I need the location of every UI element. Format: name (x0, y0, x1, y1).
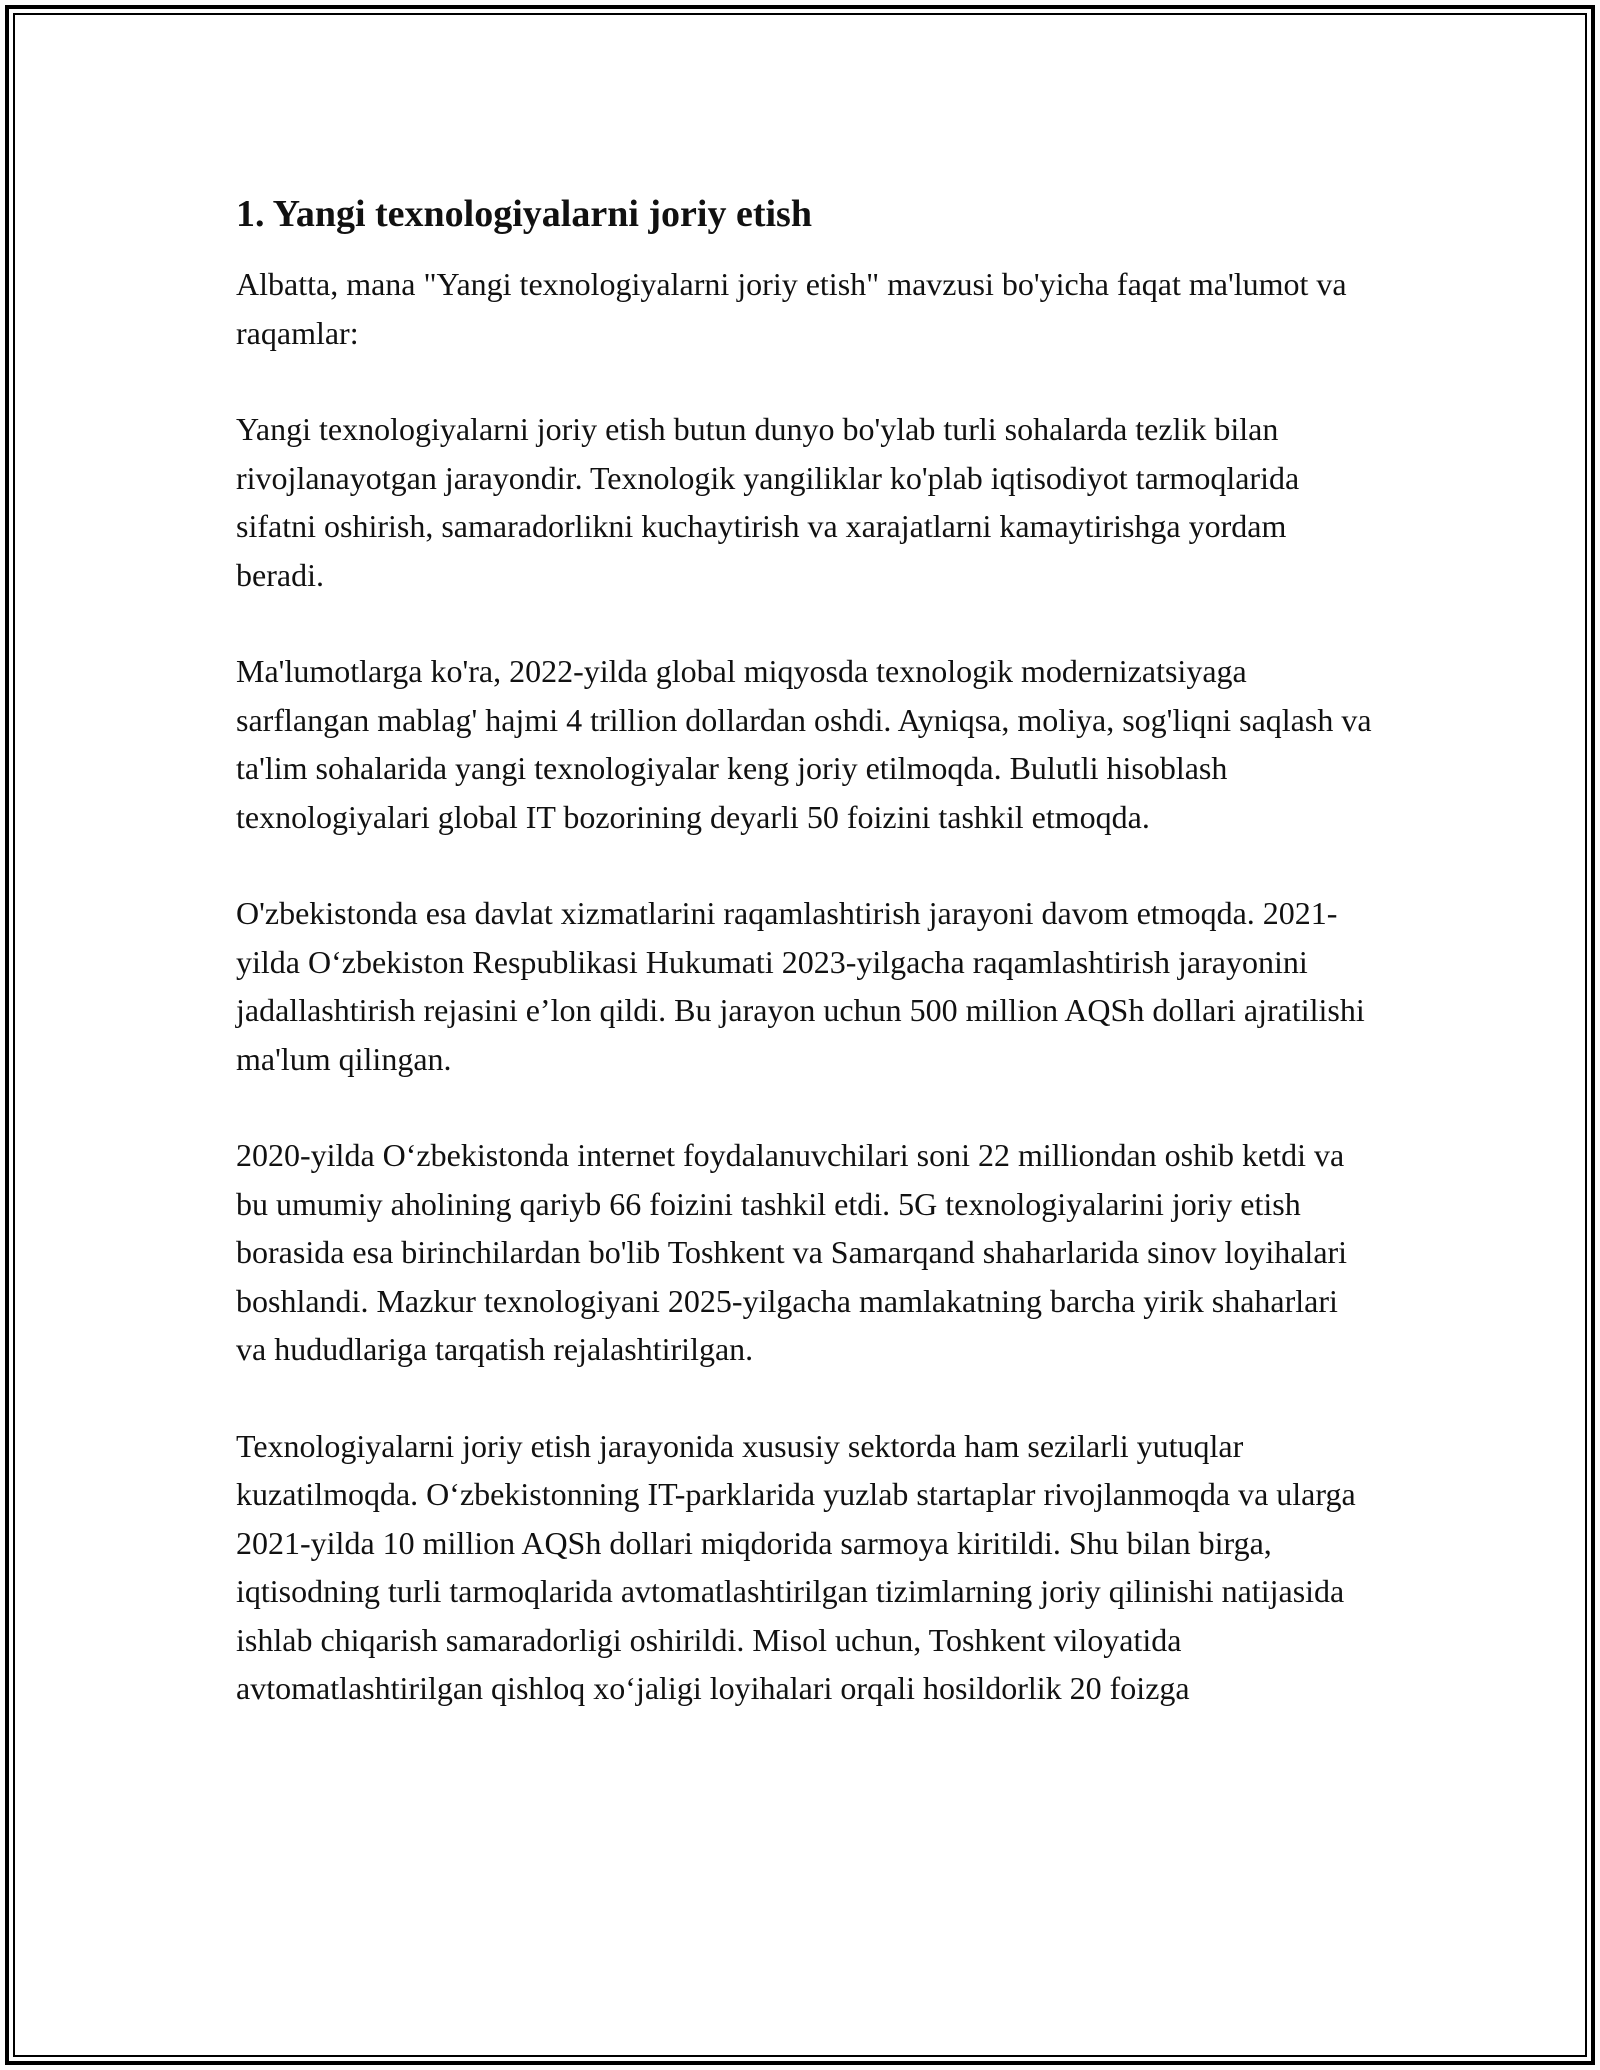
paragraph-internet-5g: 2020-yilda O‘zbekistonda internet foydalanuvchilari soni 22 milliondan oshib ketdi va bu umumiy aholining qariyb 66 foizini tashkil etdi. 5G texnologiyalarini joriy etish borasida esa birinchilardan bo'lib Toshkent va Samarqand shaharlarida sinov loyihalari boshlandi. Mazkur texnologiyani 2025-yilgacha mamlakatning barcha yirik shaharlari va hududlariga tarqatish rejalashtirilgan. (236, 1137, 1348, 1367)
paragraph-digitalization: O'zbekistonda esa davlat xizmatlarini raqamlashtirish jarayoni davom etmoqda. 2021-yilda O‘zbekiston Respublikasi Hukumati 2023-yilgacha raqamlashtirish jarayonini jadallashtirish rejasini e’lon qildi. Bu jarayon uchun 500 million AQSh dollari ajratilishi ma'lum qilingan. (236, 895, 1365, 1077)
document-body (236, 186, 1376, 1761)
paragraph-private-sector: Texnologiyalarni joriy etish jarayonida xususiy sektorda ham sezilarli yutuqlar kuzatilmoqda. O‘zbekistonning IT-parklarida yuzlab startaplar rivojlanmoqda va ularga 2021-yilda 10 million AQSh dollari miqdorida sarmoya kiritildi. Shu bilan birga, iqtisodning turli tarmoqlarida avtomatlashtirilgan tizimlarning joriy qilinishi natijasida ishlab chiqarish samaradorligi oshirildi. Misol uchun, Toshkent viloyatida avtomatlashtirilgan qishloq xo‘jaligi loyihalari orqali hosildorlik 20 foizga (236, 1427, 1356, 1706)
document-title: 1. Yangi texnologiyalarni joriy etish (236, 193, 812, 235)
paragraph-global-stats: Ma'lumotlarga ko'ra, 2022-yilda global miqyosda texnologik modernizatsiyaga sarflangan mablag' hajmi 4 trillion dollardan oshdi. Ayniqsa, moliya, sog'liqni saqlash va ta'lim sohalarida yangi texnologiyalar keng joriy etilmoqda. Bulutli hisoblash texnologiyalari global IT bozorining deyarli 50 foizini tashkil etmoqda. (236, 653, 1372, 835)
paragraph-overview: Yangi texnologiyalarni joriy etish butun dunyo bo'ylab turli sohalarda tezlik bilan rivojlanayotgan jarayondir. Texnologik yangiliklar ko'plab iqtisodiyot tarmoqlarida sifatni oshirish, samaradorlikni kuchaytirish va xarajatlarni kamaytirishga yordam beradi. (236, 411, 1300, 593)
intro-paragraph: Albatta, mana "Yangi texnologiyalarni joriy etish" mavzusi bo'yicha faqat ma'lumot va raqamlar: (236, 266, 1347, 351)
